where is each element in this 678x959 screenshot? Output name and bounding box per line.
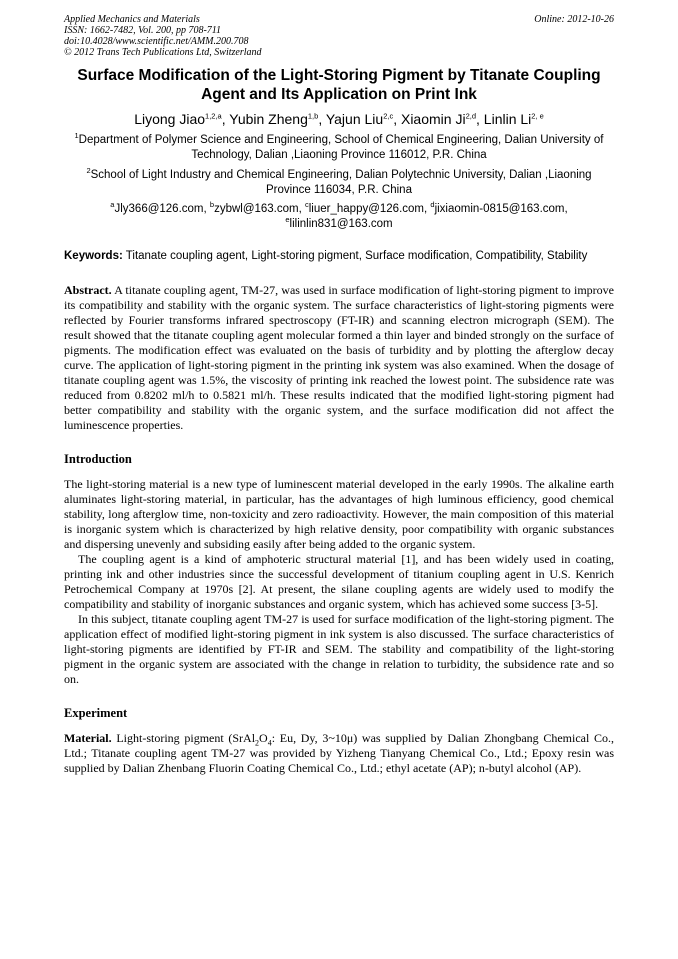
intro-paragraph-3: In this subject, titanate coupling agent TM-27 is used for surface modification of the light-storing pigment. The application effect of modified light-storing pigment in ink system is also discussed. The surface characteristics of light-storing pigments are identified by FT-IR and SEM. The stability and compatibility of the light-storing pigment in the organic system are associated with the change in relation to turbidity, the subsidence rate and so on. bbox=[64, 611, 614, 686]
affiliation-number: 1 bbox=[74, 131, 79, 141]
author-name: Liyong Jiao bbox=[134, 111, 206, 127]
copyright-line: © 2012 Trans Tech Publications Ltd, Switzerland bbox=[64, 47, 262, 58]
author-affil-sup: 1,2,a bbox=[205, 111, 222, 121]
author-affil-sup: 2,d bbox=[465, 111, 477, 121]
email-separator: , bbox=[203, 203, 210, 215]
introduction-heading: Introduction bbox=[64, 451, 132, 466]
email-address[interactable]: zybwl@163.com bbox=[214, 203, 299, 215]
journal-name: Applied Mechanics and Materials bbox=[64, 14, 200, 25]
affiliation-text: Department of Polymer Science and Engineering, School of Chemical Engineering, Dalian University of Technology, Dalian ,Liaoning Province 116012, P.R. China bbox=[78, 134, 604, 161]
keywords-label: Keywords: bbox=[64, 250, 123, 262]
author-affil-sup: 2,c bbox=[383, 111, 394, 121]
author bbox=[134, 111, 229, 127]
abstract-text: A titanate coupling agent, TM-27, was used in surface modification of light-storing pigment to improve its compatibility and stability with the organic system. The surface characteristics of light-storing pigments were reflected by Fourier transforms infrared spectroscopy (FT-IR) and scanning electron micrograph (SEM). The result showed that the titanate coupling agent molecular formed a thin layer and binded strongly on the surface of pigments. The modification effect was evaluated on the basis of turbidity and by plotting the afterglow decay curve. The application of light-storing pigment in the printing ink system was also examined. When the dosage of titanate coupling agent was 1.5%, the viscosity of printing ink reached the lowest point. The subsidence rate was reduced from 0.8202 ml/h to 0.5821 ml/h. These results indicated that the modified light-storing pigment had better compatibility and stability with the organic system, and the surface modification did not affect the luminescence properties. bbox=[64, 282, 614, 432]
material-text-start: Light-storing pigment (SrAl bbox=[116, 730, 256, 745]
author bbox=[401, 111, 484, 127]
email-entry bbox=[285, 214, 393, 230]
author bbox=[326, 111, 401, 127]
material-text-mid: O bbox=[259, 730, 268, 745]
intro-paragraph-1: The light-storing material is a new type of luminescent material developed in the early 1990s. The alkaline earth aluminates light-storing material, in particular, has the advantages of high luminous efficiency, good chemical stability, long afterglow time, non-toxicity and zero radioactivity. However, the main composition of this material is inorganic system which is characterized by high relative density, poor compatibility with organic substances and dispersing unevenly and subsiding easily after being added to the organic system. bbox=[64, 476, 614, 551]
author-affil-sup: 2, e bbox=[531, 111, 544, 121]
author bbox=[484, 111, 544, 127]
title-line-2: Agent and Its Application on Print Ink bbox=[201, 86, 477, 103]
affiliation-1 bbox=[64, 133, 614, 162]
author-name: Xiaomin Ji bbox=[400, 111, 466, 127]
abstract-block bbox=[64, 283, 614, 433]
email-address[interactable]: Jly366@126.com bbox=[114, 203, 204, 215]
affiliation-text: School of Light Industry and Chemical Engineering, Dalian Polytechnic University, Dalian ,Liaoning Province 116034, P.R. China bbox=[90, 169, 592, 196]
experiment-heading: Experiment bbox=[64, 705, 128, 720]
paper-page bbox=[64, 14, 614, 776]
author-name: Yubin Zheng bbox=[229, 111, 308, 127]
email-separator: , bbox=[564, 203, 568, 215]
material-label: Material. bbox=[64, 730, 112, 745]
author-name: Linlin Li bbox=[483, 111, 532, 127]
online-date: Online: 2012-10-26 bbox=[534, 14, 614, 25]
formula-subscript: 2 bbox=[255, 737, 260, 747]
author-name: Yajun Liu bbox=[325, 111, 384, 127]
journal-header bbox=[64, 14, 614, 60]
issn-line: ISSN: 1662-7482, Vol. 200, pp 708-711 bbox=[64, 25, 222, 36]
intro-paragraph-2: The coupling agent is a kind of amphoteric structural material [1], and has been widely used in coating, printing ink and other industries since the successful development of titanium coupling agent in U.S. Kenrich Petrochemical Company at 1970s [2]. At present, the silane coupling agents are widely used to modify the compatibility and stability of inorganic substances and organic system, which has achieved some success [3-5]. bbox=[64, 551, 614, 611]
email-address[interactable]: lilinlin831@163.com bbox=[289, 217, 393, 230]
material-text-end: : Eu, Dy, 3~10μ) was supplied by Dalian Zhongbang Chemical Co., Ltd.; Titanate coupling agent TM-27 was provided by Yizheng Tianyang Chemical Co., Ltd.; Epoxy resin was supplied by Dalian Zhenbang Fluorin Coating Chemical Co., Ltd.; ethyl acetate (AP); n-butyl alcohol (AP). bbox=[64, 730, 614, 775]
author bbox=[229, 111, 326, 127]
material-paragraph bbox=[64, 731, 614, 776]
abstract-label: Abstract. bbox=[64, 282, 112, 297]
title-line-1: Surface Modification of the Light-Storing Pigment by Titanate Coupling bbox=[77, 67, 601, 84]
email-sup: d bbox=[430, 200, 435, 210]
email-sup: e bbox=[285, 214, 290, 224]
email-separator: , bbox=[298, 203, 305, 215]
paper-title bbox=[64, 66, 614, 104]
email-address[interactable]: liuer_happy@126.com bbox=[308, 203, 424, 215]
email-address[interactable]: jixiaomin-0815@163.com bbox=[434, 203, 565, 215]
email-entry bbox=[110, 200, 210, 215]
keywords-text: Titanate coupling agent, Light-storing pigment, Surface modification, Compatibility, Stability bbox=[125, 250, 588, 262]
affiliation-number: 2 bbox=[86, 166, 91, 176]
email-entry bbox=[305, 200, 431, 215]
author-separator: , bbox=[393, 111, 401, 127]
author-separator: , bbox=[318, 111, 326, 127]
author-separator: , bbox=[221, 111, 230, 127]
email-separator: , bbox=[424, 203, 431, 215]
email-entry bbox=[430, 200, 568, 215]
doi-line: doi:10.4028/www.scientific.net/AMM.200.708 bbox=[64, 36, 249, 47]
email-sup: b bbox=[209, 200, 215, 210]
email-list bbox=[64, 202, 614, 231]
keywords-block bbox=[64, 249, 614, 264]
email-sup: a bbox=[110, 200, 115, 210]
email-sup: c bbox=[305, 200, 309, 210]
author-separator: , bbox=[476, 111, 484, 127]
formula-subscript: 4 bbox=[267, 737, 272, 747]
email-entry bbox=[209, 200, 305, 215]
author-list bbox=[64, 110, 614, 128]
affiliation-2 bbox=[64, 168, 614, 197]
author-affil-sup: 1,b bbox=[307, 111, 319, 121]
